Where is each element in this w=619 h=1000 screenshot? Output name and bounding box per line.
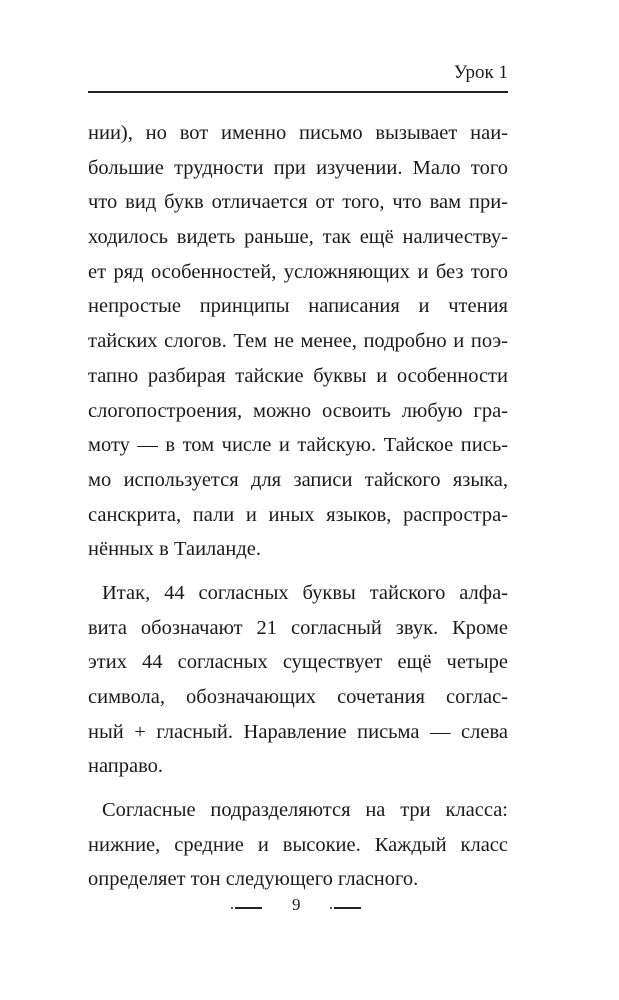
text-line: что вид букв отличается от того, что вам при-: [88, 191, 508, 214]
text-line: определяет тон следующего гласного.: [88, 868, 419, 891]
text-line: направо.: [88, 755, 164, 778]
text-line: слогопостроения, можно освоить любую гра-: [88, 399, 508, 422]
text-line: мо используется для записи тайского языка,: [88, 468, 508, 491]
text-line: большие трудности при изучении. Мало того: [88, 156, 508, 179]
body-text: [88, 116, 508, 897]
text-line: тайских слогов. Тем не менее, подробно и поэ-: [88, 330, 508, 353]
text-line: ный + гласный. Наравление письма — слева: [88, 720, 508, 743]
text-line: ходилось видеть раньше, так ещё наличеству-: [88, 226, 508, 249]
paragraph: [88, 576, 508, 784]
header-rule: [88, 91, 508, 93]
text-line: непростые принципы написания и чтения: [88, 295, 508, 318]
footer-dash-left: [235, 907, 262, 909]
text-line: нижние, средние и высокие. Каждый класс: [88, 833, 508, 856]
text-line: нённых в Таиланде.: [88, 538, 261, 561]
text-line: нии), но вот именно письмо вызывает наи-: [88, 122, 508, 144]
page-number: 9: [292, 895, 301, 914]
text-line: ет ряд особенностей, усложняющих и без того: [88, 260, 508, 283]
text-line: санскрита, пали и иных языков, распростра-: [88, 503, 508, 526]
text-line: этих 44 согласных существует ещё четыре: [88, 651, 508, 674]
text-line: Согласные подразделяются на три класса:: [102, 799, 508, 822]
text-line: символа, обозначающих сочетания соглас-: [88, 686, 508, 708]
paragraph: [88, 116, 508, 567]
text-line: Итак, 44 согласных буквы тайского алфа-: [102, 581, 508, 604]
footer-dash-right: [334, 907, 361, 909]
text-line: моту — в том числе и тайскую. Тайское пись-: [88, 434, 508, 457]
text-line: тапно разбирая тайские буквы и особенности: [88, 364, 508, 387]
paragraph: [88, 793, 508, 897]
page-footer: [0, 895, 619, 919]
running-header: Урок 1: [453, 62, 508, 83]
text-line: вита обозначают 21 согласный звук. Кроме: [88, 616, 508, 639]
